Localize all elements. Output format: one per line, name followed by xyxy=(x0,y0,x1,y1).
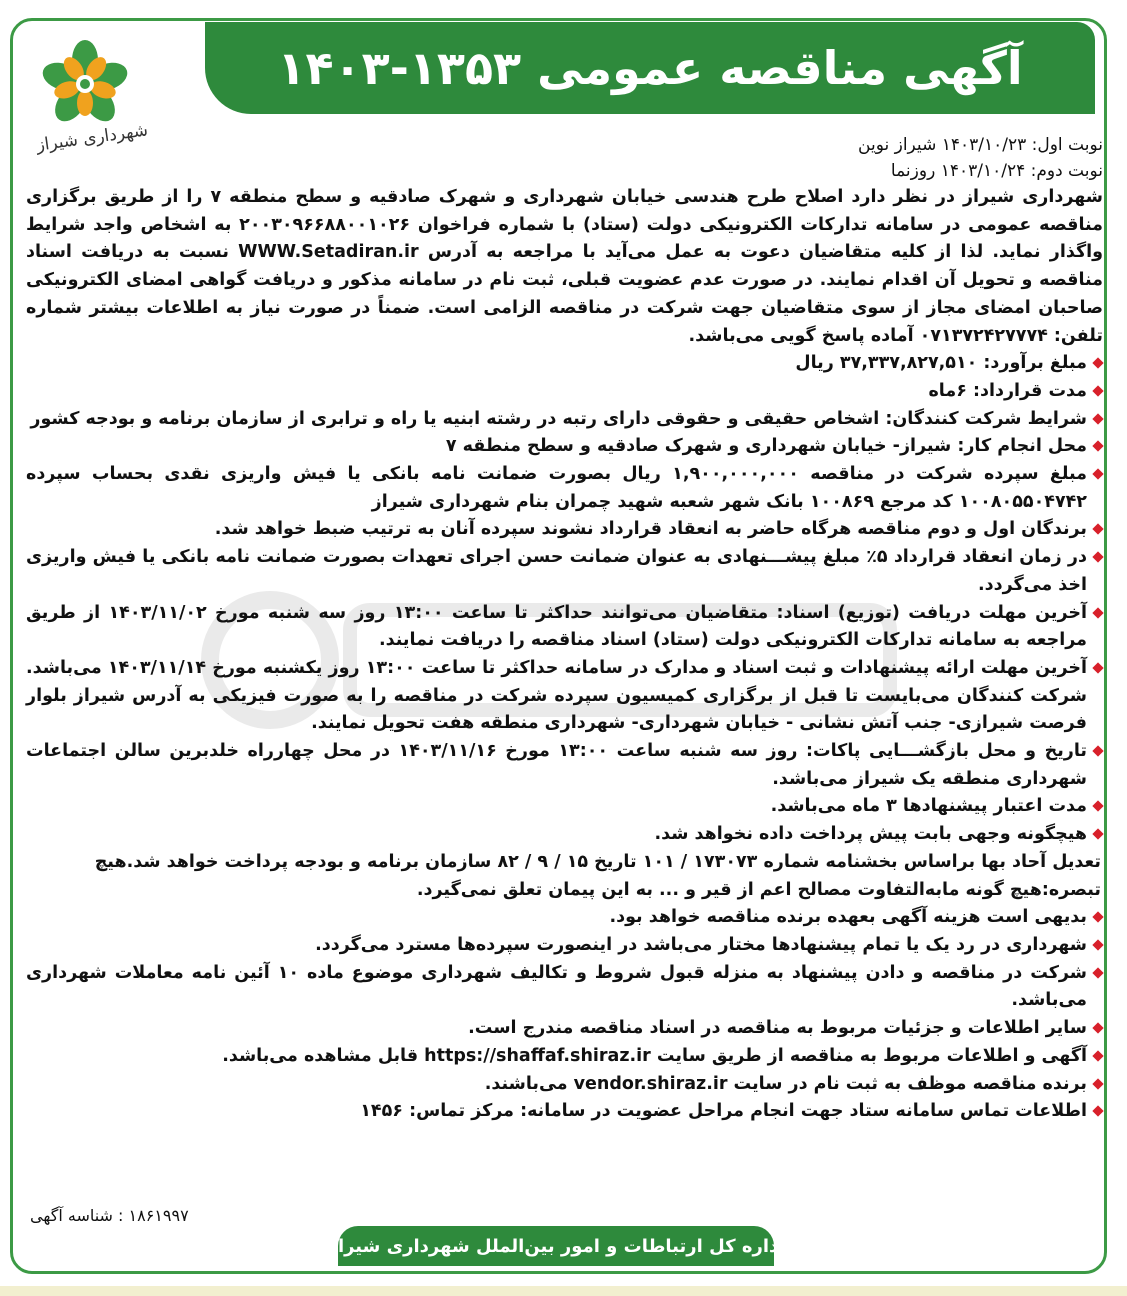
ad-identifier: ۱۸۶۱۹۹۷ : شناسه آگهی xyxy=(30,1206,189,1225)
bottom-strip xyxy=(0,1286,1127,1296)
list-item: آخرین مهلت دریافت (توزیع) اسناد: متقاضیان می‌توانند حداکثر تا ساعت ۱۳:۰۰ روز سه شنبه مورخ ۱۴۰۳/۱۱/۰۲ از طریق مراجعه به سامانه تدارکات الکترونیکی دولت (ستاد) اسناد مناقصه را دریافت نمایند. xyxy=(26,600,1103,655)
list-item: شرایط شرکت کنندگان: اشخاص حقیقی و حقوقی دارای رتبه در رشته ابنیه یا راه و ترابری از سازمان برنامه و بودجه کشور xyxy=(26,406,1103,434)
note-line: تبصره:هیچ گونه مابه‌التفاوت مصالح اعم از قیر و ... به این پیمان تعلق نمی‌گیرد. xyxy=(416,879,1101,900)
list-item: آخرین مهلت ارائه پیشنهادات و ثبت اسناد و مدارک در سامانه حداکثر تا ساعت ۱۳:۰۰ روز یکشنبه مورخ ۱۴۰۳/۱۱/۱۴ می‌باشد. شرکت کنندگان می‌بایست تا قبل از برگزاری کمیسیون سپرده شرکت در مناقصه را به صورت فیزیکی به آدرس شیراز بلوار فرصت شیرازی- جنب آتش نشانی - خیابان شهرداری- شهرداری منطقه هفت تحویل نمایند. xyxy=(26,655,1103,738)
list-item: مبلغ سپرده شرکت در مناقصه ۱,۹۰۰,۰۰۰,۰۰۰ ریال بصورت ضمانت نامه بانکی یا فیش واریزی نقدی بحساب سپرده ۱۰۰۸۰۵۵۰۴۷۴۲ کد مرجع ۱۰۰۸۶۹ بانک شهر شعبه شهید چمران بنام شهرداری شیراز xyxy=(26,461,1103,516)
list-item: در زمان انعقاد قرارداد ۵٪ مبلغ پیشـــنهادی به عنوان ضمانت حسن اجرای تعهدات بصورت ضمانت نامه بانکی یا فیش واریزی اخذ می‌گردد. xyxy=(26,544,1103,599)
logo-caption: شهرداری شیراز xyxy=(35,120,150,156)
list-item: بدیهی است هزینه آگهی بعهده برنده مناقصه خواهد بود. xyxy=(26,904,1103,932)
list-item: مدت اعتبار پیشنهادها ۳ ماه می‌باشد. xyxy=(26,793,1103,821)
list-item: محل انجام کار: شیراز- خیابان شهرداری و شهرک صادقیه و سطح منطقه ۷ xyxy=(26,433,1103,461)
footer-banner xyxy=(327,1226,785,1266)
list-item: آگهی و اطلاعات مربوط به مناقصه از طریق سایت https://shaffaf.shiraz.ir قابل مشاهده می‌باشد. xyxy=(26,1043,1103,1071)
list-item: مدت قرارداد: ۶ماه xyxy=(26,378,1103,406)
title-banner xyxy=(205,22,1095,114)
list-item: اطلاعات تماس سامانه ستاد جهت انجام مراحل عضویت در سامانه: مرکز تماس: ۱۴۵۶ xyxy=(26,1098,1103,1126)
first-publication: نوبت اول: ۱۴۰۳/۱۰/۲۳ شیراز نوین xyxy=(858,135,1103,155)
second-publication: نوبت دوم: ۱۴۰۳/۱۰/۲۴ روزنما xyxy=(890,161,1103,181)
list-item: برندگان اول و دوم مناقصه هرگاه حاضر به انعقاد قرارداد نشوند سپرده آنان به ترتیب ضبط خواهد شد. xyxy=(26,516,1103,544)
list-item: شرکت در مناقصه و دادن پیشنهاد به منزله قبول شروط و تکالیف شهرداری موضوع ماده ۱۰ آئین نامه معاملات شهرداری می‌باشد. xyxy=(26,960,1103,1015)
list-item: شهرداری در رد یک یا تمام پیشنهادها مختار می‌باشد در اینصورت سپرده‌ها مسترد می‌گردد. xyxy=(26,932,1103,960)
intro-paragraph: شهرداری شیراز در نظر دارد اصلاح طرح هندسی خیابان شهرداری و شهرک صادقیه و سطح منطقه ۷ را از طریق برگزاری مناقصه عمومی در سامانه تدارکات الکترونیکی دولت (ستاد) با شماره فراخوان ۲۰۰۳۰۹۶۶۸۸۰۰۱۰۲۶ به اشخاص واجد شرایط واگذار نماید. لذا از کلیه متقاضیان دعوت به عمل می‌آید با مراجعه به آدرس WWW.Setadiran.ir نسبت به دریافت اسناد مناقصه و تحویل آن اقدام نمایند. در صورت عدم عضویت قبلی، ثبت نام در سامانه مذکور و دریافت گواهی امضای الکترونیکی صاحبان امضای مجاز از سوی متقاضیان جهت شرکت در مناقصه الزامی است. ضمناً در صورت نیاز به اطلاعات بیشتر شماره تلفن: ۰۷۱۳۷۲۴۲۷۷۷۴ آماده پاسخ گویی می‌باشد. xyxy=(26,187,1103,346)
footer-text: اداره کل ارتباطات و امور بین‌الملل شهرداری شیراز xyxy=(327,1235,785,1257)
list-item: برنده مناقصه موظف به ثبت نام در سایت vendor.shiraz.ir می‌باشند. xyxy=(26,1071,1103,1099)
list-item: هیچگونه وجهی بابت پیش پرداخت داده نخواهد شد. xyxy=(26,821,1103,849)
list-item: مبلغ برآورد: ۳۷,۳۳۷,۸۲۷,۵۱۰ ریال xyxy=(26,350,1103,378)
ad-body xyxy=(26,132,1103,1126)
note-line: تعدیل آحاد بها براساس بخشنامه شماره ۱۷۳۰۷۳ / ۱۰۱ تاریخ ۱۵ / ۹ / ۸۲ سازمان برنامه و بودجه پرداخت خواهد شد.هیچ xyxy=(94,851,1101,872)
list-item: تاریخ و محل بازگشـــایی پاکات: روز سه شنبه ساعت ۱۳:۰۰ مورخ ۱۴۰۳/۱۱/۱۶ در محل چهارراه خلدبرین سالن اجتماعات شهرداری منطقه یک شیراز می‌باشد. xyxy=(26,738,1103,793)
list-item: سایر اطلاعات و جزئیات مربوط به مناقصه در اسناد مناقصه مندرج است. xyxy=(26,1015,1103,1043)
page-title: آگهی مناقصه عمومی ۱۳۵۳-۱۴۰۳ xyxy=(277,41,1023,95)
